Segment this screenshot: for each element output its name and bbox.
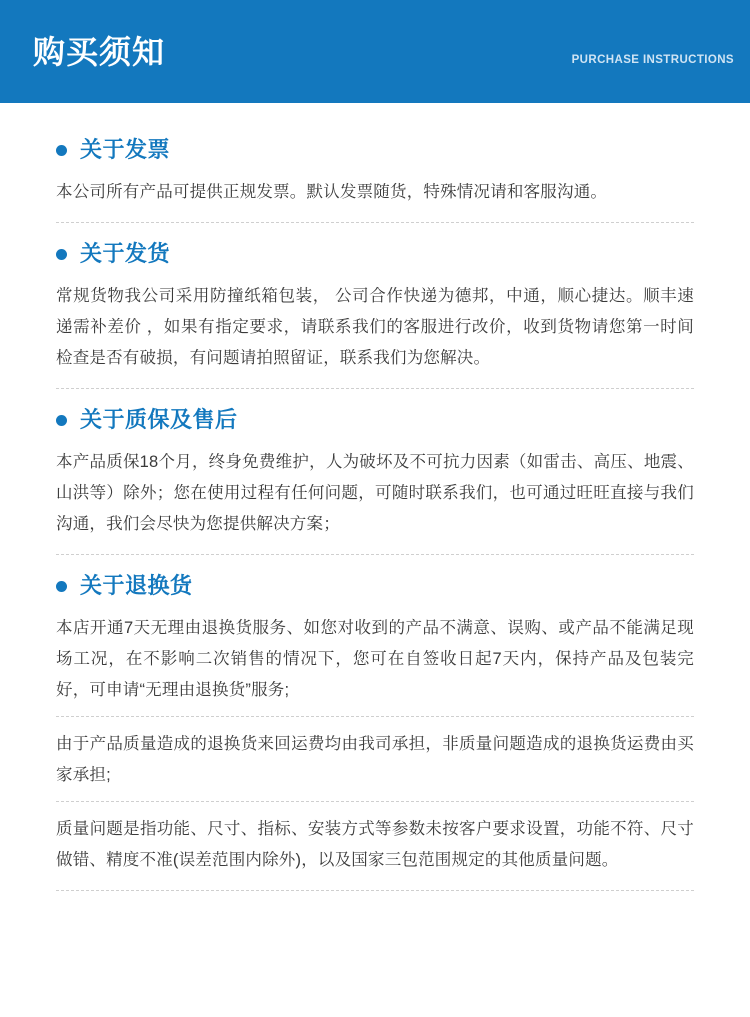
section-shipping-title: 关于发货 bbox=[80, 241, 171, 266]
section-divider bbox=[56, 890, 694, 891]
bullet-icon bbox=[56, 415, 67, 426]
section-divider bbox=[56, 388, 694, 389]
section-shipping bbox=[56, 241, 694, 374]
page-header-banner bbox=[0, 0, 750, 103]
section-returns bbox=[56, 573, 694, 876]
section-shipping-header bbox=[56, 241, 694, 267]
bullet-icon bbox=[56, 581, 67, 592]
paragraph-divider bbox=[56, 801, 694, 802]
section-divider bbox=[56, 554, 694, 555]
section-divider bbox=[56, 222, 694, 223]
section-warranty bbox=[56, 407, 694, 540]
section-invoice-title: 关于发票 bbox=[80, 137, 171, 162]
section-invoice bbox=[56, 137, 694, 208]
page-title-english: PURCHASE INSTRUCTIONS bbox=[571, 54, 734, 66]
bullet-icon bbox=[56, 249, 67, 260]
section-invoice-paragraph: 本公司所有产品可提供正规发票。默认发票随货，特殊情况请和客服沟通。 bbox=[56, 183, 608, 201]
section-returns-header bbox=[56, 573, 694, 599]
section-warranty-paragraph: 本产品质保18个月，终身免费维护，人为破坏及不可抗力因素（如雷击、高压、地震、山洪等）除外；您在使用过程有任何问题，可随时联系我们，也可通过旺旺直接与我们沟通，我们会尽快为您提供解决方案； bbox=[56, 453, 694, 533]
section-shipping-paragraph: 常规货物我公司采用防撞纸箱包装， 公司合作快递为德邦，中通，顺心捷达。顺丰速递需补差价 ，如果有指定要求，请联系我们的客服进行改价，收到货物请您第一时间检查是否有破损，有问题请拍照留证，联系我们为您解决。 bbox=[56, 287, 694, 367]
bullet-icon bbox=[56, 145, 67, 156]
section-warranty-title: 关于质保及售后 bbox=[80, 407, 238, 432]
page-title: 购买须知 bbox=[33, 34, 166, 70]
section-returns-paragraph-2: 由于产品质量造成的退换货来回运费均由我司承担，非质量问题造成的退换货运费由买家承担; bbox=[56, 735, 694, 784]
section-warranty-header bbox=[56, 407, 694, 433]
section-returns-paragraph-1: 本店开通7天无理由退换货服务、如您对收到的产品不满意、误购、或产品不能满足现场工况，在不影响二次销售的情况下，您可在自签收日起7天内，保持产品及包装完好，可申请“无理由退换货”服务; bbox=[56, 619, 694, 699]
section-returns-title: 关于退换货 bbox=[80, 573, 193, 598]
content-area bbox=[0, 103, 750, 891]
section-returns-paragraph-3: 质量问题是指功能、尺寸、指标、安装方式等参数未按客户要求设置，功能不符、尺寸做错、精度不准(误差范围内除外)，以及国家三包范围规定的其他质量问题。 bbox=[56, 820, 694, 869]
paragraph-divider bbox=[56, 716, 694, 717]
section-invoice-header bbox=[56, 137, 694, 163]
